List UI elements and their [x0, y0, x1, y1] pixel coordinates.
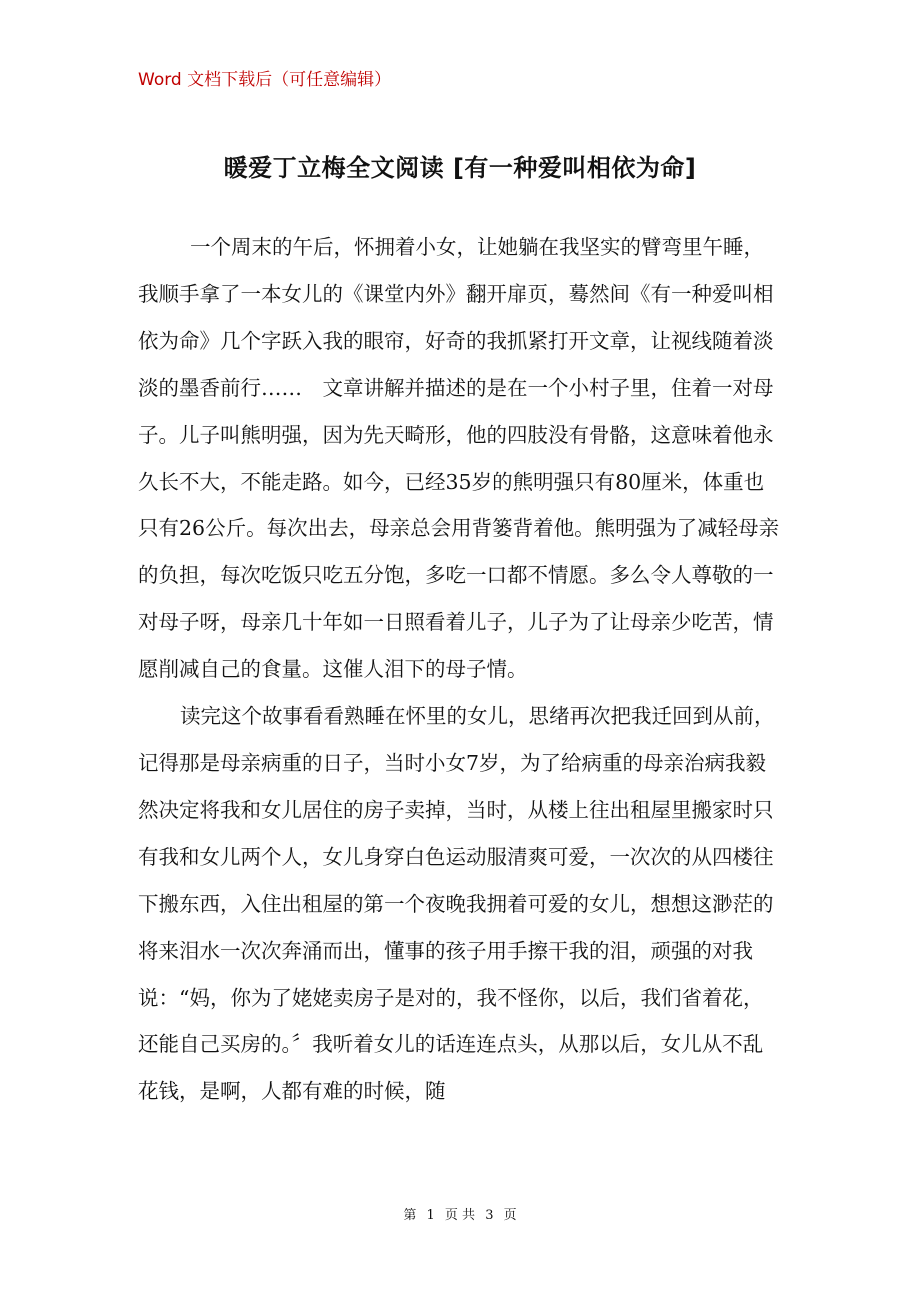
document-title: 暖爱丁立梅全文阅读 [有一种爱叫相依为命]	[223, 154, 697, 182]
footer-total-pages: 3	[485, 1208, 494, 1223]
page-footer	[0, 1206, 920, 1226]
download-note: Word 文档下载后（可任意编辑）	[138, 70, 392, 90]
footer-prefix: 第	[403, 1208, 417, 1223]
paragraph-2: 读完这个故事看看熟睡在怀里的女儿，思绪再次把我迁回到从前，记得那是母亲病重的日子，当时小女7岁，为了给病重的母亲治病我毅然决定将我和女儿居住的房子卖掉，当时，从楼上往出租屋里搬家时只有我和女儿两个人，女儿身穿白色运动服清爽可爱，一次次的从四楼往下搬东西，入住出租屋的第一个夜晚我拥着可爱的女儿，想想这渺茫的将来泪水一次次奔涌而出，懂事的孩子用手擦干我的泪，顽强的对我说：“妈，你为了姥姥卖房子是对的，我不怪你，以后，我们省着花，还能自己买房的。〞我听着女儿的话连连点头，从那以后，女儿从不乱花钱，是啊，人都有难的时候，随	[138, 704, 775, 1104]
footer-middle: 页 共	[444, 1208, 476, 1223]
document-body	[138, 224, 780, 1115]
footer-current-page: 1	[426, 1208, 435, 1223]
footer-suffix: 页	[503, 1208, 517, 1223]
paragraph-1: 一个周末的午后，怀拥着小女，让她躺在我坚实的臂弯里午睡，我顺手拿了一本女儿的《课堂内外》翻开扉页，蓦然间《有一种爱叫相依为命》几个字跃入我的眼帘，好奇的我抓紧打开文章，让视线随着淡淡的墨香前行…… 文章讲解并描述的是在一个小村子里，住着一对母子。儿子叫熊明强，因为先天畸形，他的四肢没有骨骼，这意味着他永久长不大，不能走路。如今，已经35岁的熊明强只有80厘米，体重也只有26公斤。每次出去，母亲总会用背篓背着他。熊明强为了减轻母亲的负担，每次吃饭只吃五分饱，多吃一口都不情愿。多么令人尊敬的一对母子呀，母亲几十年如一日照看着儿子，儿子为了让母亲少吃苦，情愿削减自己的食量。这催人泪下的母子情。	[138, 235, 780, 682]
